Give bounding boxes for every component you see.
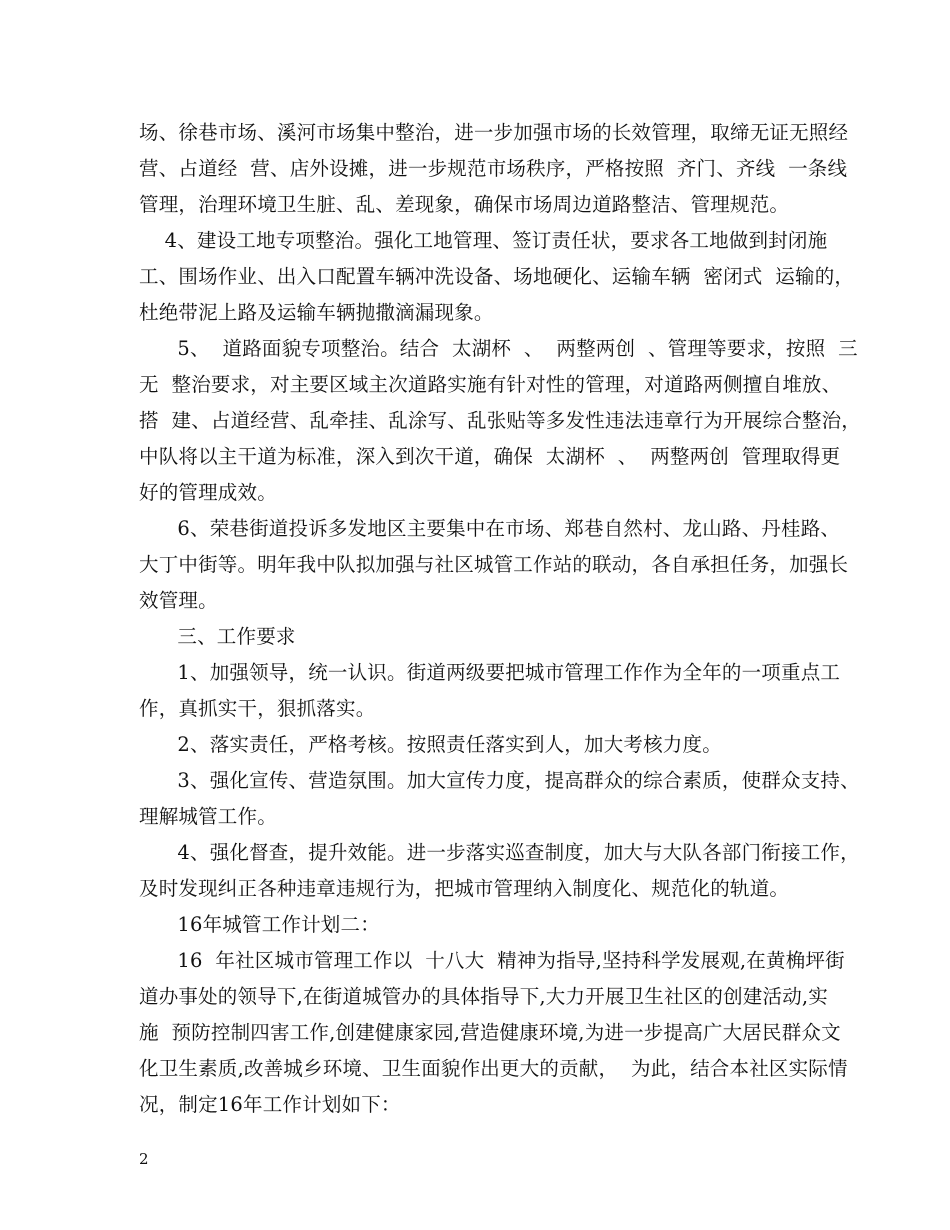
text-line: 无 整治要求，对主要区域主次道路实施有针对性的管理，对道路两侧擅自堆放、 — [139, 373, 842, 396]
text-line: 管理，治理环境卫生脏、乱、差现象，确保市场周边道路整洁、管理规范。 — [139, 193, 790, 216]
text-line: 工、围场作业、出入口配置车辆冲洗设备、场地硬化、运输车辆 密闭式 运输的， — [139, 265, 855, 288]
text-line: 4、强化督查，提升效能。进一步落实巡查制度，加大与大队各部门衔接工作， — [139, 841, 860, 864]
text-line: 杜绝带泥上路及运输车辆抛撒滴漏现象。 — [139, 301, 494, 324]
text-line: 3、强化宣传、营造氛围。加大宣传力度，提高群众的综合素质，使群众支持、 — [139, 769, 860, 792]
text-line: 效管理。 — [139, 589, 218, 612]
text-line: 搭 建、占道经营、乱牵挂、乱涂写、乱张贴等多发性违法违章行为开展综合整治， — [139, 409, 861, 432]
text-line: 1、加强领导，统一认识。街道两级要把城市管理工作作为全年的一项重点工 — [139, 661, 841, 684]
text-line: 理解城管工作。 — [139, 805, 277, 828]
text-line: 2、落实责任，严格考核。按照责任落实到人，加大考核力度。 — [139, 733, 722, 756]
text-line: 化卫生素质,改善城乡环境、卫生面貌作出更大的贡献， 为此，结合本社区实际情 — [139, 1057, 848, 1080]
text-line: 16 年社区城市管理工作以 十八大 精神为指导,坚持科学发展观,在黄桷坪街 — [139, 949, 845, 972]
text-line: 大丁中街等。明年我中队拟加强与社区城管工作站的联动，各自承担任务，加强长 — [139, 553, 849, 576]
section-heading: 三、工作要求 — [139, 625, 296, 648]
text-line: 作，真抓实干，狠抓落实。 — [139, 697, 376, 720]
text-line: 及时发现纠正各种违章违规行为，把城市管理纳入制度化、规范化的轨道。 — [139, 877, 790, 900]
text-line: 4、建设工地专项整治。强化工地管理、签订责任状，要求各工地做到封闭施 — [139, 229, 828, 252]
text-line: 好的管理成效。 — [139, 481, 277, 504]
section-heading: 16年城管工作计划二： — [139, 913, 380, 936]
text-line: 况，制定16年工作计划如下： — [139, 1093, 401, 1116]
text-line: 中队将以主干道为标准，深入到次干道，确保 太湖杯 、 两整两创 管理取得更 — [139, 445, 841, 468]
page-number: 2 — [139, 1150, 149, 1168]
text-line: 5、 道路面貌专项整治。结合 太湖杯 、 两整两创 、管理等要求，按照 三 — [139, 337, 858, 360]
text-line: 施 预防控制四害工作,创建健康家园,营造健康环境,为进一步提高广大居民群众文 — [139, 1021, 841, 1044]
text-line: 6、荣巷街道投诉多发地区主要集中在市场、郑巷自然村、龙山路、丹桂路、 — [139, 517, 841, 540]
text-line: 营、占道经 营、店外设摊，进一步规范市场秩序，严格按照 齐门、齐线 一条线 — [139, 157, 848, 180]
text-line: 道办事处的领导下,在街道城管办的具体指导下,大力开展卫生社区的创建活动,实 — [139, 985, 828, 1008]
text-line: 场、徐巷市场、溪河市场集中整治，进一步加强市场的长效管理，取缔无证无照经 — [139, 121, 849, 144]
